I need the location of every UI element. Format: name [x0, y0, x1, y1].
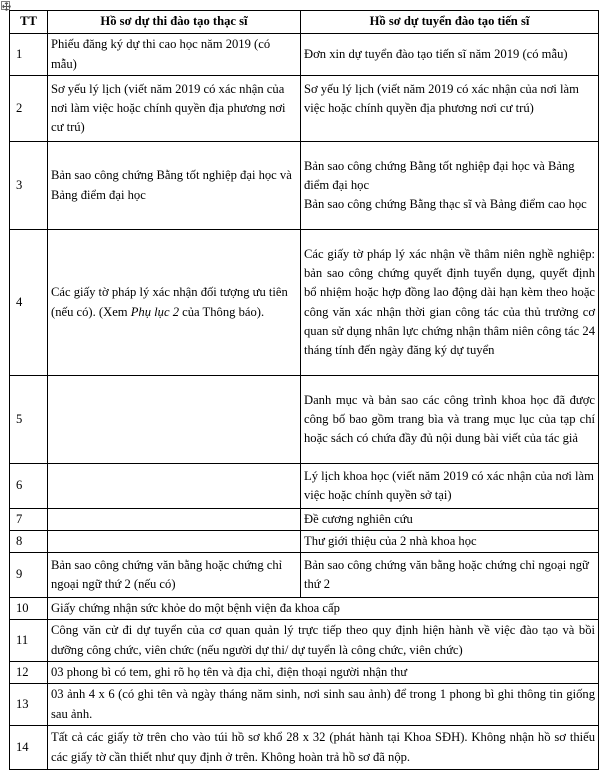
row-number: 5 [10, 376, 48, 464]
row-number: 4 [10, 230, 48, 376]
header-doctoral: Hồ sơ dự tuyển đào tạo tiến sĩ [301, 11, 599, 34]
doctoral-item: Danh mục và bản sao các công trình khoa học đã được công bố bao gồm trang bìa và trang mục lục của tạp chí hoặc sách có chứa đầy đủ nội dung bài viết của tác giả [301, 376, 599, 464]
doctoral-item: Lý lịch khoa học (viết năm 2019 có xác nhận của nơi làm việc hoặc chính quyền sở tại) [301, 464, 599, 509]
table-row [10, 230, 599, 376]
doctoral-item: Các giấy tờ pháp lý xác nhận về thâm niên nghề nghiệp: bản sao công chứng quyết định tuyển dụng, quyết định bổ nhiệm hoặc hợp đồng lao động dài hạn kèm theo hoặc công văn xác nhận thời gian công tác của thủ trưởng cơ quan sử dụng nhân lực chứng nhận thâm niên công tác 24 tháng tính đến ngày đăng ký dự tuyển [301, 230, 599, 376]
table-row [10, 509, 599, 531]
masters-item-appendix: Phụ lục 2 [130, 304, 180, 319]
masters-item [48, 376, 301, 464]
doctoral-item [301, 142, 599, 230]
doctoral-item: Thư giới thiệu của 2 nhà khoa học [301, 531, 599, 553]
shared-item: Tất cả các giấy tờ trên cho vào túi hồ sơ khổ 28 x 32 (phát hành tại Khoa SĐH). Không nhận hồ sơ thiếu các giấy tờ cần thiết như quy định ở trên. Không hoàn trả hồ sơ đã nộp. [48, 726, 599, 770]
table-row [10, 553, 599, 598]
masters-item [48, 464, 301, 509]
table-row [10, 620, 599, 662]
row-number: 12 [10, 662, 48, 684]
table-row [10, 142, 599, 230]
table-move-handle-icon[interactable] [1, 1, 10, 10]
application-documents-table [9, 10, 599, 770]
row-number: 3 [10, 142, 48, 230]
table-row [10, 662, 599, 684]
doctoral-item: Đơn xin dự tuyển đào tạo tiến sĩ năm 2019 (có mẫu) [301, 34, 599, 76]
doctoral-item-master: Bản sao công chứng Bằng thạc sĩ và Bảng điểm cao học [304, 197, 587, 212]
shared-item: Công văn cử đi dự tuyển của cơ quan quản lý trực tiếp theo quy định hiện hành về việc đào tạo và bồi dưỡng công chức, viên chức (nếu người dự thi/ dự tuyển là công chức, viên chức) [48, 620, 599, 662]
doctoral-item-bachelor: Bản sao công chứng Bằng tốt nghiệp đại học và Bảng điểm đại học [304, 158, 575, 192]
doctoral-item: Sơ yếu lý lịch (viết năm 2019 có xác nhận của nơi làm việc hoặc chính quyền địa phương nơi cư trú) [301, 76, 599, 142]
table-row [10, 726, 599, 770]
doctoral-item: Đề cương nghiên cứu [301, 509, 599, 531]
masters-item [48, 509, 301, 531]
masters-item: Phiếu đăng ký dự thi cao học năm 2019 (có mẫu) [48, 34, 301, 76]
row-number: 8 [10, 531, 48, 553]
row-number: 14 [10, 726, 48, 770]
masters-item: Bản sao công chứng văn bằng hoặc chứng chỉ ngoại ngữ thứ 2 (nếu có) [48, 553, 301, 598]
masters-item: Sơ yếu lý lịch (viết năm 2019 có xác nhận của nơi làm việc hoặc chính quyền địa phương nơi cư trú) [48, 76, 301, 142]
masters-item-text-end: của Thông báo). [179, 304, 265, 319]
table-row [10, 376, 599, 464]
table-row [10, 464, 599, 509]
row-number: 1 [10, 34, 48, 76]
table-row [10, 34, 599, 76]
masters-item [48, 230, 301, 376]
table-row [10, 76, 599, 142]
row-number: 6 [10, 464, 48, 509]
header-tt: TT [10, 11, 48, 34]
masters-item [48, 531, 301, 553]
row-number: 7 [10, 509, 48, 531]
doctoral-item: Bản sao công chứng văn bằng hoặc chứng chỉ ngoại ngữ thứ 2 [301, 553, 599, 598]
masters-item-text: Các giấy tờ pháp lý xác nhận đối tượng ưu tiên (nếu có). (Xem [51, 285, 288, 319]
header-masters: Hồ sơ dự thi đào tạo thạc sĩ [48, 11, 301, 34]
table-row [10, 531, 599, 553]
table-row [10, 598, 599, 620]
table-row [10, 684, 599, 726]
shared-item: 03 ảnh 4 x 6 (có ghi tên và ngày tháng năm sinh, nơi sinh sau ảnh) để trong 1 phong bì ghi thông tin giống sau ảnh. [48, 684, 599, 726]
row-number: 11 [10, 620, 48, 662]
masters-item: Bản sao công chứng Bằng tốt nghiệp đại học và Bảng điểm đại học [48, 142, 301, 230]
table-header-row [10, 11, 599, 34]
row-number: 2 [10, 76, 48, 142]
row-number: 10 [10, 598, 48, 620]
row-number: 13 [10, 684, 48, 726]
row-number: 9 [10, 553, 48, 598]
shared-item: Giấy chứng nhận sức khỏe do một bệnh viện đa khoa cấp [48, 598, 599, 620]
shared-item: 03 phong bì có tem, ghi rõ họ tên và địa chỉ, điện thoại người nhận thư [48, 662, 599, 684]
